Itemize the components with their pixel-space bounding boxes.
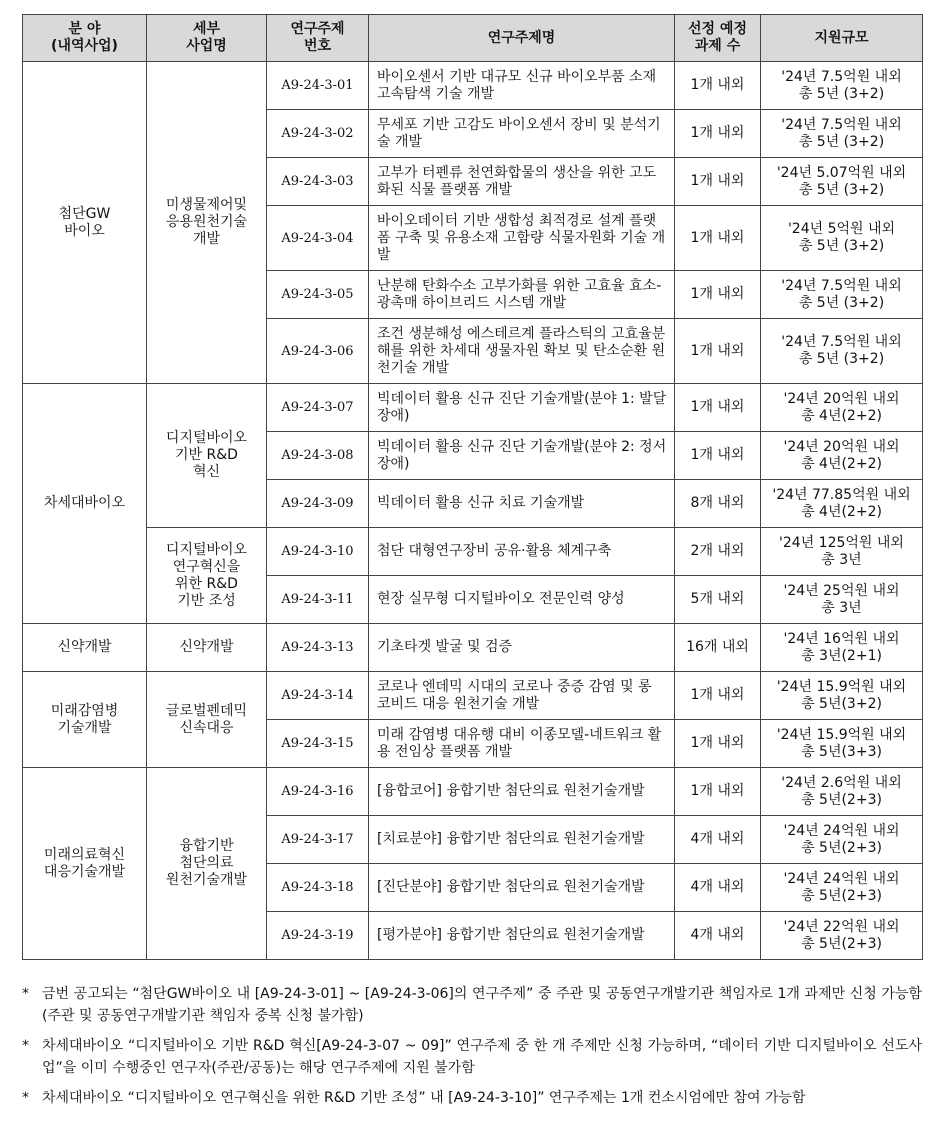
selection-count-cell: 1개 내외 — [675, 158, 761, 206]
selection-count-cell: 1개 내외 — [675, 110, 761, 158]
selection-count-cell: 8개 내외 — [675, 480, 761, 528]
topic-number-cell: A9-24-3-09 — [267, 480, 369, 528]
selection-count-cell: 16개 내외 — [675, 624, 761, 672]
topic-number-cell: A9-24-3-10 — [267, 528, 369, 576]
topic-name-cell: 고부가 터펜류 천연화합물의 생산을 위한 고도화된 식물 플랫폼 개발 — [369, 158, 675, 206]
support-scale-cell: '24년 24억원 내외 총 5년(2+3) — [761, 864, 923, 912]
topic-number-cell: A9-24-3-13 — [267, 624, 369, 672]
support-scale-cell: '24년 20억원 내외 총 4년(2+2) — [761, 384, 923, 432]
topic-number-cell: A9-24-3-02 — [267, 110, 369, 158]
table-row — [23, 384, 923, 432]
research-topics-table — [22, 14, 923, 960]
header-support-scale: 지원규모 — [761, 15, 923, 62]
header-topic-name: 연구주제명 — [369, 15, 675, 62]
table-row — [23, 768, 923, 816]
topic-name-cell: [평가분야] 융합기반 첨단의료 원천기술개발 — [369, 912, 675, 960]
topic-number-cell: A9-24-3-03 — [267, 158, 369, 206]
topic-name-cell: 미래 감염병 대유행 대비 이종모델-네트워크 활용 전임상 플랫폼 개발 — [369, 720, 675, 768]
sub-program-cell: 융합기반 첨단의료 원천기술개발 — [147, 768, 267, 960]
topic-number-cell: A9-24-3-01 — [267, 62, 369, 110]
topic-number-cell: A9-24-3-05 — [267, 271, 369, 319]
note-text: 차세대바이오 “디지털바이오 연구혁신을 위한 R&D 기반 조성” 내 [A9-24-3-10]” 연구주제는 1개 컨소시엄에만 참여 가능함 — [42, 1090, 806, 1106]
topic-number-cell: A9-24-3-07 — [267, 384, 369, 432]
topic-name-cell: 조건 생분해성 에스테르계 플라스틱의 고효율분해를 위한 차세대 생물자원 확보 및 탄소순환 원천기술 개발 — [369, 319, 675, 384]
topic-name-cell: 무세포 기반 고감도 바이오센서 장비 및 분석기술 개발 — [369, 110, 675, 158]
selection-count-cell: 1개 내외 — [675, 432, 761, 480]
topic-number-cell: A9-24-3-04 — [267, 206, 369, 271]
topic-name-cell: 바이오데이터 기반 생합성 최적경로 설계 플랫폼 구축 및 유용소재 고함량 식물자원화 기술 개발 — [369, 206, 675, 271]
topic-name-cell: 빅데이터 활용 신규 진단 기술개발(분야 2: 정서장애) — [369, 432, 675, 480]
support-scale-cell: '24년 16억원 내외 총 3년(2+1) — [761, 624, 923, 672]
topic-number-cell: A9-24-3-19 — [267, 912, 369, 960]
sub-program-cell: 미생물제어및 응용원천기술 개발 — [147, 62, 267, 384]
topic-name-cell: [융합코어] 융합기반 첨단의료 원천기술개발 — [369, 768, 675, 816]
note-text: 차세대바이오 “디지털바이오 기반 R&D 혁신[A9-24-3-07 ~ 09]” 연구주제 중 한 개 주제만 신청 가능하며, “데이터 기반 디지털바이오 선도사업”을 이미 수행중인 연구자(주관/공동)는 해당 연구주제에 지원 불가함 — [42, 1038, 922, 1076]
table-row — [23, 62, 923, 110]
selection-count-cell: 2개 내외 — [675, 528, 761, 576]
field-cell: 신약개발 — [23, 624, 147, 672]
header-sub-program: 세부 사업명 — [147, 15, 267, 62]
field-cell: 미래감염병 기술개발 — [23, 672, 147, 768]
topic-name-cell: 빅데이터 활용 신규 치료 기술개발 — [369, 480, 675, 528]
note-bullet: * — [22, 1090, 29, 1106]
header-field: 분 야 (내역사업) — [23, 15, 147, 62]
support-scale-cell: '24년 20억원 내외 총 4년(2+2) — [761, 432, 923, 480]
support-scale-cell: '24년 15.9억원 내외 총 5년(3+3) — [761, 720, 923, 768]
topic-name-cell: 빅데이터 활용 신규 진단 기술개발(분야 1: 발달장애) — [369, 384, 675, 432]
header-topic-number: 연구주제 번호 — [267, 15, 369, 62]
selection-count-cell: 1개 내외 — [675, 319, 761, 384]
note-item — [22, 983, 922, 1027]
topic-number-cell: A9-24-3-06 — [267, 319, 369, 384]
topic-name-cell: 난분해 탄화수소 고부가화를 위한 고효율 효소-광촉매 하이브리드 시스템 개발 — [369, 271, 675, 319]
topic-name-cell: 기초타겟 발굴 및 검증 — [369, 624, 675, 672]
topic-name-cell: 현장 실무형 디지털바이오 전문인력 양성 — [369, 576, 675, 624]
field-cell: 첨단GW 바이오 — [23, 62, 147, 384]
selection-count-cell: 1개 내외 — [675, 206, 761, 271]
note-item — [22, 1087, 922, 1109]
selection-count-cell: 4개 내외 — [675, 816, 761, 864]
topic-number-cell: A9-24-3-16 — [267, 768, 369, 816]
support-scale-cell: '24년 5억원 내외 총 5년 (3+2) — [761, 206, 923, 271]
support-scale-cell: '24년 7.5억원 내외 총 5년 (3+2) — [761, 110, 923, 158]
selection-count-cell: 4개 내외 — [675, 912, 761, 960]
selection-count-cell: 1개 내외 — [675, 672, 761, 720]
topic-number-cell: A9-24-3-15 — [267, 720, 369, 768]
topic-name-cell: [진단분야] 융합기반 첨단의료 원천기술개발 — [369, 864, 675, 912]
field-cell: 차세대바이오 — [23, 384, 147, 624]
topic-name-cell: 바이오센서 기반 대규모 신규 바이오부품 소재 고속탐색 기술 개발 — [369, 62, 675, 110]
selection-count-cell: 5개 내외 — [675, 576, 761, 624]
support-scale-cell: '24년 125억원 내외 총 3년 — [761, 528, 923, 576]
table-row — [23, 672, 923, 720]
topic-name-cell: [치료분야] 융합기반 첨단의료 원천기술개발 — [369, 816, 675, 864]
support-scale-cell: '24년 7.5억원 내외 총 5년 (3+2) — [761, 62, 923, 110]
note-bullet: * — [22, 986, 29, 1002]
sub-program-cell: 디지털바이오 연구혁신을 위한 R&D 기반 조성 — [147, 528, 267, 624]
topic-number-cell: A9-24-3-14 — [267, 672, 369, 720]
selection-count-cell: 1개 내외 — [675, 720, 761, 768]
table-row — [23, 624, 923, 672]
topic-name-cell: 코로나 엔데믹 시대의 코로나 중증 감염 및 롱 코비드 대응 원천기술 개발 — [369, 672, 675, 720]
selection-count-cell: 1개 내외 — [675, 62, 761, 110]
support-scale-cell: '24년 7.5억원 내외 총 5년 (3+2) — [761, 319, 923, 384]
support-scale-cell: '24년 15.9억원 내외 총 5년(3+2) — [761, 672, 923, 720]
selection-count-cell: 4개 내외 — [675, 864, 761, 912]
support-scale-cell: '24년 77.85억원 내외 총 4년(2+2) — [761, 480, 923, 528]
sub-program-cell: 디지털바이오 기반 R&D 혁신 — [147, 384, 267, 528]
support-scale-cell: '24년 25억원 내외 총 3년 — [761, 576, 923, 624]
support-scale-cell: '24년 2.6억원 내외 총 5년(2+3) — [761, 768, 923, 816]
header-selection-count: 선정 예정 과제 수 — [675, 15, 761, 62]
table-row — [23, 528, 923, 576]
topic-number-cell: A9-24-3-17 — [267, 816, 369, 864]
topic-number-cell: A9-24-3-08 — [267, 432, 369, 480]
support-scale-cell: '24년 24억원 내외 총 5년(2+3) — [761, 816, 923, 864]
notes-section — [22, 983, 922, 1117]
selection-count-cell: 1개 내외 — [675, 384, 761, 432]
field-cell: 미래의료혁신 대응기술개발 — [23, 768, 147, 960]
topic-name-cell: 첨단 대형연구장비 공유·활용 체계구축 — [369, 528, 675, 576]
support-scale-cell: '24년 5.07억원 내외 총 5년 (3+2) — [761, 158, 923, 206]
note-item — [22, 1035, 922, 1079]
sub-program-cell: 신약개발 — [147, 624, 267, 672]
note-text: 금번 공고되는 “첨단GW바이오 내 [A9-24-3-01] ~ [A9-24-3-06]의 연구주제” 중 주관 및 공동연구개발기관 책임자로 1개 과제만 신청 가능함(주관 및 공동연구개발기관 책임자 중복 신청 불가함) — [42, 986, 922, 1024]
sub-program-cell: 글로벌펜데믹 신속대응 — [147, 672, 267, 768]
topic-number-cell: A9-24-3-11 — [267, 576, 369, 624]
selection-count-cell: 1개 내외 — [675, 271, 761, 319]
selection-count-cell: 1개 내외 — [675, 768, 761, 816]
support-scale-cell: '24년 7.5억원 내외 총 5년 (3+2) — [761, 271, 923, 319]
note-bullet: * — [22, 1038, 29, 1054]
topic-number-cell: A9-24-3-18 — [267, 864, 369, 912]
support-scale-cell: '24년 22억원 내외 총 5년(2+3) — [761, 912, 923, 960]
table-header-row — [23, 15, 923, 62]
